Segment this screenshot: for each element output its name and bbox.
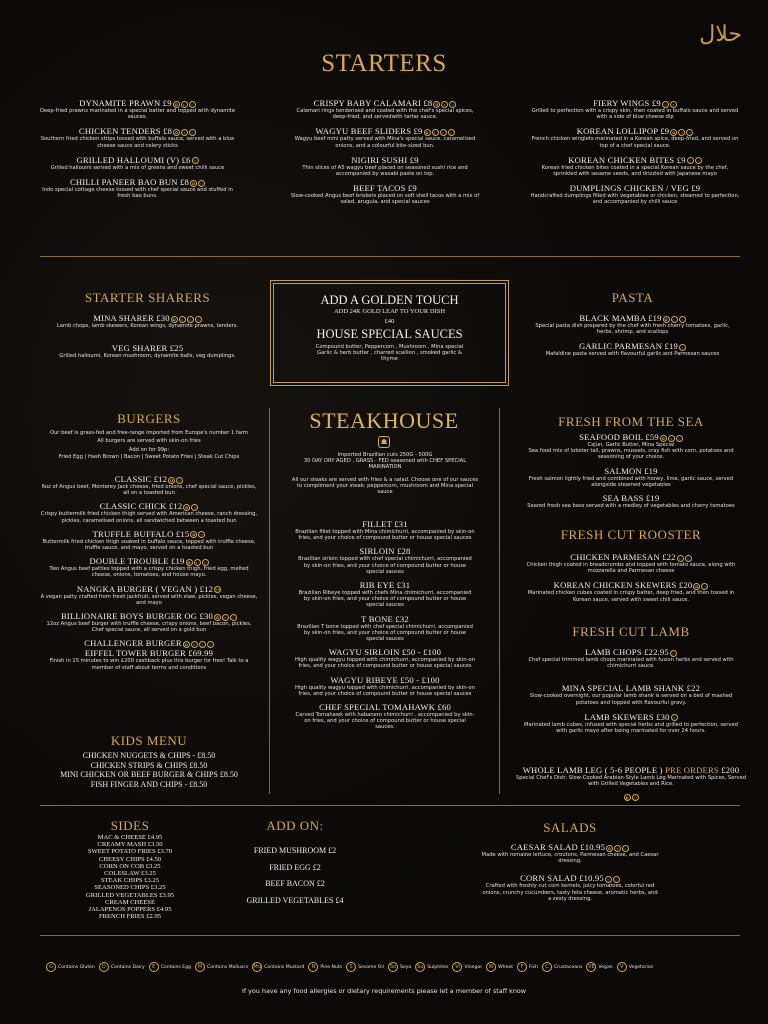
item-name: CHALLENGER BURGER ✿ ◐ ○ ○ (40, 638, 258, 648)
item-desc: Brazilian Ribeye topped with chefs Mina chimichurri, accompanied by skin-on fries, and your choice of compound butter or house special sauces (298, 590, 472, 609)
dairy-icon: D (99, 962, 109, 972)
item-name: CHEF SPECIAL TOMAHAWK £60 (319, 702, 451, 713)
item-desc: Brazilian sirloin topped with chef special chimichurri, accompanied by skin-on fries, and your choice of compound butter or house special sauces (298, 556, 472, 575)
fish-icon: F (517, 962, 527, 972)
legend-molluscs: M Contains Molluscs (195, 962, 248, 972)
legend-wheat: W Wheat (486, 962, 513, 972)
starter-sharers-heading: STARTER SHARERS (84, 290, 211, 305)
item-name: DOUBLE TROUBLE £19 ✿ ◐ ○ (40, 556, 258, 566)
kids-menu-heading: KIDS MENU (110, 733, 188, 748)
item-desc: Crispy buttermilk fried chicken thigh served with American cheese, ranch dressing, pickles, caramelised onions, all sandwiched between a toasted bun (40, 511, 258, 524)
item-desc: Grilled halloumi served with a mix of greens and sweet chilli sauce (50, 164, 225, 171)
allergen-legend (46, 962, 736, 972)
item-name: FILLET £31 (362, 519, 408, 529)
golden-touch-content (273, 293, 506, 363)
item-desc: Two Angus beef patties topped with a crispy chicken thigh, fried egg, melted cheese, onions, tomatoes, and house mayo. (49, 566, 249, 579)
item-name: CLASSIC CHICK £12 ✿ ○ (40, 501, 258, 511)
legend-soya: So Soya (389, 964, 412, 970)
sides-item: CORN ON COB £3.25 (99, 862, 161, 870)
steakhouse-intro-3: All our steaks are served with fries & a salad. Choose one of our sauces to compliment your steak: peppercorn, mushroom and Mina special sauce (291, 476, 479, 496)
item-name: NANGKA BURGER ( VEGAN ) £12 VE (76, 583, 221, 594)
item-name: GRILLED HALLOUMI (V) £6 ○ (40, 155, 235, 165)
item-desc: Carved Tomahawk with habanero chimichurri , accompanied by skin-on fries, and your choice of compound butter or house special sauces. (295, 712, 475, 731)
golden-touch-title: ADD A GOLDEN TOUCH (320, 293, 459, 307)
item-name: SALMON £19 (604, 465, 658, 476)
kids-item: FISH FINGER AND CHIPS - £8.50 (90, 779, 208, 789)
item-desc: Thin slices of A5 wagyu beef placed on seasoned sushi rice and accompanied by wasabi paste on top. (302, 164, 468, 178)
item-desc: A vegan patty crafted from fresh jackfruit, served with slaw, pickles, vegan cheese, and mayo (40, 593, 258, 606)
item-name: BILLIONAIRE BOYS BURGER OG £30 ✿ ◐ ○ (40, 611, 258, 621)
addon-item: GRILLED VEGETABLES £4 (246, 895, 344, 905)
golden-touch-sub: ADD 24K GOLD LEAF TO YOUR DISH (333, 308, 446, 315)
pasta-list (530, 313, 735, 364)
item-desc: Special pasta dish prepared by the chef with fresh cherry tomatoes, garlic, herbs, shrimp, and scallops (535, 323, 730, 336)
item-desc: Cajun, Garlic Butter, Mina Special Sea food mix of lobster tail, prawns, mussels, cray fish with corn, potatoes and seasoning of your choice. (528, 442, 734, 461)
vegetarian-icon: V (617, 962, 627, 972)
steakhouse-intro (290, 452, 480, 495)
wheat-icon: W (486, 962, 496, 972)
item-desc: Chicken thigh coated in breadcrumbs and topped with tomato sauce, along with mozzarella and Parmesan cheese (526, 562, 736, 575)
sides-item: JALAPENOS POPPERS £4.95 (88, 906, 172, 914)
legend-mustard: Mu Contains Mustard (253, 964, 305, 970)
item-name: T BONE £32 (361, 613, 409, 624)
starters-col-3 (530, 98, 740, 212)
steakhouse-heading: STEAKHOUSE (309, 408, 459, 433)
mustard-icon: Mu (253, 964, 261, 970)
item-name: DUMPLINGS CHICKEN / VEG £9 (569, 183, 701, 194)
legend-egg: E Contains Egg (149, 962, 191, 972)
legend-pine-nuts: N Pine Nuts (308, 962, 342, 972)
kids-item: CHICKEN STRIPS & CHIPS £8.50 (90, 760, 208, 770)
kids-menu-list (40, 751, 258, 789)
item-name: EIFFEL TOWER BURGER £69.99 (84, 648, 214, 659)
sides-item: GRILLED VEGETABLES £3.95 (85, 891, 175, 899)
item-desc: Buttermilk fried chicken thigh soaked in buffalo sauce, topped with truffle cheese, truffle sauce, and mayo, served on a toasted bun (42, 538, 256, 552)
sides-item: SWEET POTATO FRIES £3.70 (87, 848, 173, 856)
halal-logo: حلال (699, 22, 742, 47)
item-desc: High quality wagyu topped with chimichurri, accompanied by skin-on fries, and your choice of compound butter or house special sauces (295, 684, 476, 697)
item-name: WAGYU SIRLOIN £50 - £100 (328, 647, 442, 658)
item-name: MINA SPECIAL LAMB SHANK £22 (561, 683, 701, 694)
pine-nuts-icon: N (308, 962, 318, 972)
addon-item: FRIED EGG £2 (269, 862, 321, 872)
steakhouse-intro-2: 30 DAY DRY AGED , GRASS - FED seasoned with CHEF SPECIAL MARINATION (303, 458, 467, 471)
starters-col-1 (40, 98, 235, 205)
item-desc: Made with romaine lettuce, croutons, Parmesan cheese, and Caesar dressing. (481, 852, 659, 865)
sides-item: CREAM CHEESE (104, 898, 155, 906)
item-desc: Seared fresh sea bass served with a medley of vegetables and cherry tomatoes (527, 503, 735, 510)
sea-heading: FRESH FROM THE SEA (558, 414, 704, 429)
sides-item: CREAMY MASH £3.50 (97, 841, 163, 849)
item-desc: Finish in 15 minutes to win £200 cashback plus this burger for free! Talk to a member of staff about terms and conditions (49, 658, 249, 671)
item-name: CHICKEN TENDERS £8 ✿ ◐ ○ (40, 126, 235, 136)
item-name: WHOLE LAMB LEG ( 5-6 PEOPLE ) PRE ORDERS £200 (522, 765, 740, 775)
item-desc: Marinated chicken cubes coated in crispy batter, deep fried, and then tossed in Korean sauce, served with sweet chili sauce. (527, 590, 735, 603)
legend-sulphites: Su Sulphites (417, 964, 449, 970)
legend-vegan: VE Vegan (588, 964, 613, 970)
burgers-intro (40, 430, 258, 460)
house-sauces-title: HOUSE SPECIAL SAUCES (316, 327, 463, 341)
legend-dairy: D Contains Dairy (99, 962, 145, 972)
steakhouse-badge-icon: ☗ (378, 436, 390, 448)
legend-vegetarian: V Vegetarian (617, 962, 654, 972)
item-desc: Grilled halloumi, Korean mushroom, dynamite balls, veg dumplings. (59, 353, 236, 360)
item-name: CLASSIC £12 ✿ ○ (40, 474, 258, 484)
item-name: WAGYU RIBEYE £50 - £100 (330, 674, 440, 685)
item-desc: Slow-cooked Angus beef briskets placed on soft shell tacos with a mix of salad, arugula, and special sauces (290, 193, 480, 206)
item-desc: Special Chef's Dish: Slow-Cooked Arabian-Style Lamb Leg Marinated with Spices, Served with Grilled Vegetables and Rice. (515, 775, 747, 788)
item-name: TRUFFLE BUFFALO £15 ✿ ○ (40, 529, 258, 539)
rooster-heading: FRESH CUT ROOSTER (560, 527, 702, 542)
divider (269, 408, 270, 794)
starters-col-2 (290, 98, 480, 212)
item-desc: Grilled to perfection with a crispy skin, then coated in buffalo sauce and served with a side of blue cheese dip (531, 108, 739, 121)
item-name: CORN SALAD £10.95 ◐ ○ (480, 873, 660, 883)
legend-vinegar: Vi Vinegar (452, 962, 482, 972)
item-name: VEG SHARER £25 (111, 343, 184, 354)
starter-sharers-list (40, 313, 255, 365)
crustaceans-icon: C (542, 962, 552, 972)
item-desc: Lamb chops, lamb skewers, Korean wings, dynamite prawns, tenders. (56, 323, 239, 329)
item-name: GARLIC PARMESAN £19 ◐ (530, 341, 735, 351)
item-desc: Deep-fried prawns marinated in a special batter and topped with dynamite sauces. (40, 108, 236, 121)
sides-item: STEAK CHIPS £3.25 (100, 877, 160, 885)
item-desc: Calamari rings tenderised and coated with the chef's special spices, deep-fried, and servedwith tartar sauce. (296, 108, 474, 121)
sulphites-icon: Su (417, 964, 424, 970)
legend-sesame: S Sesame Oil (346, 962, 384, 972)
sea-list (520, 432, 742, 515)
soya-icon: So (389, 964, 397, 970)
divider (40, 935, 740, 936)
item-name: KOREAN LOLLIPOP £9 ✿ ○ ○ (530, 126, 740, 136)
sides-item: COLESLAW £3.25 (104, 870, 156, 878)
item-name: CHILLI PANEER BAO BUN £8 ✿ ○ (40, 177, 235, 187)
item-name: NIGIRI SUSHI £9 (351, 154, 419, 165)
golden-touch-price: £40 (384, 318, 395, 325)
salads-list (480, 842, 660, 908)
kids-item: CHICKEN NUGGETS & CHIPS - £8.50 (82, 751, 216, 760)
item-name: WAGYU BEEF SLIDERS £9 ✿ ◐ ○ ○ (290, 126, 480, 136)
item-desc: Marinated lamb cubes, infused with special herbs and grilled to perfection, served with garlic mayo after being marinated for over 24 hours. (524, 721, 738, 735)
item-desc: Slow-cooked overnight, our popular lamb shank is served on a bed of mashed potatoes and topped with flavourful gravy. (529, 693, 733, 706)
item-name: CHICKEN PARMESAN £22 ◐ ○ (520, 552, 742, 562)
house-sauces-desc: Compound butter, Peppercorn , Mushroom , Mina special Garlic & herb butter , charred scallion , smoked garlic & thyme (315, 344, 464, 363)
sides-heading: SIDES (110, 818, 150, 833)
lamb-heading: FRESH CUT LAMB (572, 624, 690, 639)
sesame-icon: S (346, 962, 356, 972)
kids-item: MINI CHICKEN OR BEEF BURGER & CHIPS £8.50 (60, 770, 238, 780)
item-desc: 12oz Angus beef burger with truffle cheese, crispy onions, beef bacon, pickles, Chef special sauce, all served on a gold bun (46, 621, 252, 634)
whole-lamb-leg: WHOLE LAMB LEG ( 5-6 PEOPLE ) PRE ORDERS £200 Special Chef's Dish: Slow-Cooked Arabian-Style Lamb Leg Marinated with Spices, Served with Grilled Vegetables and Rice. ◐ ○ (510, 765, 752, 806)
divider (40, 805, 740, 806)
lamb-list (520, 647, 742, 740)
item-name: CRISPY BABY CALAMARI £8 ✿ ◐ ○ (290, 98, 480, 108)
gluten-icon: G (46, 962, 56, 972)
addon-heading: ADD ON: (266, 818, 324, 833)
sides-item: SEASONED CHIPS £3.25 (94, 884, 166, 892)
item-name: LAMB CHOPS £22.95 ○ (520, 647, 742, 657)
item-name: KOREAN CHICKEN BITES £9 ○ ○ (530, 155, 740, 165)
sides-list (40, 834, 220, 920)
salads-heading: SALADS (543, 820, 597, 835)
allergy-footer: If you have any food allergies or dietary requirements please let a member of staff know (241, 987, 527, 995)
addon-item: FRIED MUSHROOM £2 (253, 846, 337, 855)
item-desc: Southern fried chicken strips tossed with buffalo sauce, served with a blue cheese sauce and celery sticks (40, 136, 235, 149)
item-desc: Mafaldine pasta served with flavourful garlic and Parmesan sauces (545, 351, 720, 358)
item-name: RIB EYE £31 (359, 580, 411, 591)
rooster-list (520, 552, 742, 609)
vinegar-icon: Vi (452, 962, 462, 972)
burgers-intro-2: All burgers are served with skin-on fries (97, 438, 201, 445)
steakhouse-intro-1: Imported Brazilian cuts 250G - 500G (337, 452, 433, 458)
legend-fish: F Fish (517, 962, 538, 972)
item-desc: 6oz of Angus beef, Monterey Jack cheese, fried onions, chef special sauce, pickles, all on a toasted bun (41, 484, 257, 497)
item-name: LAMB SKEWERS £30 ○ (520, 712, 742, 722)
burgers-list (40, 474, 258, 677)
legend-gluten: G Contains Gluten (46, 962, 95, 972)
legend-crustaceans: C Crustaceans (542, 962, 583, 972)
item-desc: French chicken winglets marinated in a Korean spice, deep-fried, and served on top of a chef special sauce. (531, 136, 739, 149)
molluscs-icon: M (195, 962, 205, 972)
item-name: SIRLOIN £28 (359, 546, 411, 557)
starters-heading: STARTERS (321, 50, 447, 77)
item-name: SEAFOOD BOIL £59 ✿ ◐ ○ (520, 432, 742, 442)
item-name: FIERY WINGS £9 ○ ◐ (530, 98, 740, 108)
item-desc: Korean fried chicken bites coated in a special Korean sauce by the chef, sprinkled with sesame seeds, and drizzled with Japanese mayo (541, 164, 729, 178)
burgers-intro-1: Our beef is grass-fed and free-range imported from Europe's number 1 farm (49, 430, 249, 436)
item-desc: Brazilian T bone topped with chef special chimichurri, accompanied by skin-on fries, and your choice of compound butter or house special sauces (297, 623, 473, 643)
sides-item: FRENCH FRIES £2.95 (98, 913, 162, 921)
item-desc: Fresh salmon lightly fried and combined with honey, lime, garlic sauce, served alongside steamed vegetables (528, 475, 734, 488)
item-name: MINA SHARER £30 ✿ ◐ ○ ○ (40, 313, 255, 323)
steakhouse-list (295, 519, 475, 736)
addon-item: BEEF BACON £2 (265, 879, 325, 889)
item-desc: Wagyu beef mini patty served with Mina's special sauce, caramelised onions, and a colourful bite-sized bun. (294, 136, 476, 149)
sides-item: MAC & CHEESE £4.95 (97, 834, 163, 841)
item-name: SEA BASS £19 (602, 493, 660, 504)
pasta-heading: PASTA (611, 290, 654, 305)
item-desc: Handcrafted dumplings filled with vegetables or chicken, steamed to perfection, and accompanied by chilli sauce (530, 193, 740, 206)
burgers-intro-3: Add on for 99p: (128, 447, 170, 454)
burgers-intro-4: Fried Egg | Hash Brown | Bacon | Sweet Potato Fries | Steak Cut Chips (58, 453, 240, 460)
burgers-heading: BURGERS (117, 411, 181, 426)
item-name: BLACK MAMBA £19 ✿ ◐ ○ (530, 313, 735, 323)
item-desc: Brazilian fillet topped with Mina chimichurri, accompanied by skin-on fries, and your choice of compound butter or house special sauces (295, 529, 475, 542)
divider (40, 256, 740, 257)
item-desc: Crafted with freshly cut corn kernels, juicy tomatoes, colorful red onions, crunchy cucumbers, tasty feta cheese, aromatic herbs, and a zesty dressing. (482, 883, 658, 902)
divider (499, 408, 500, 794)
addon-list (210, 846, 380, 905)
item-desc: Chef special trimmed lamb chops marinated with fusion herbs and served with chimichurri sauce. (528, 657, 734, 670)
item-desc: High quality wagyu topped with chimichurri, accompanied by skin-on fries, and your choice of compound butter or house special sauces (295, 657, 476, 670)
sides-item: CHEESY CHIPS £4.50 (98, 855, 162, 863)
vegan-icon: VE (588, 964, 595, 970)
item-name: DYNAMITE PRAWN £9 ✿ ◐ ○ (40, 98, 235, 108)
egg-icon: E (149, 962, 159, 972)
item-name: KOREAN CHICKEN SKEWERS £20 ✿ ○ (520, 580, 742, 590)
item-name: CAESAR SALAD £10.95 ✿ ◐ ○ (480, 842, 660, 852)
item-name: BEEF TACOS £9 (353, 183, 417, 194)
item-desc: Indo special cottage cheese tossed with chef special sauce and stuffed in fresh bao buns. (42, 187, 233, 200)
